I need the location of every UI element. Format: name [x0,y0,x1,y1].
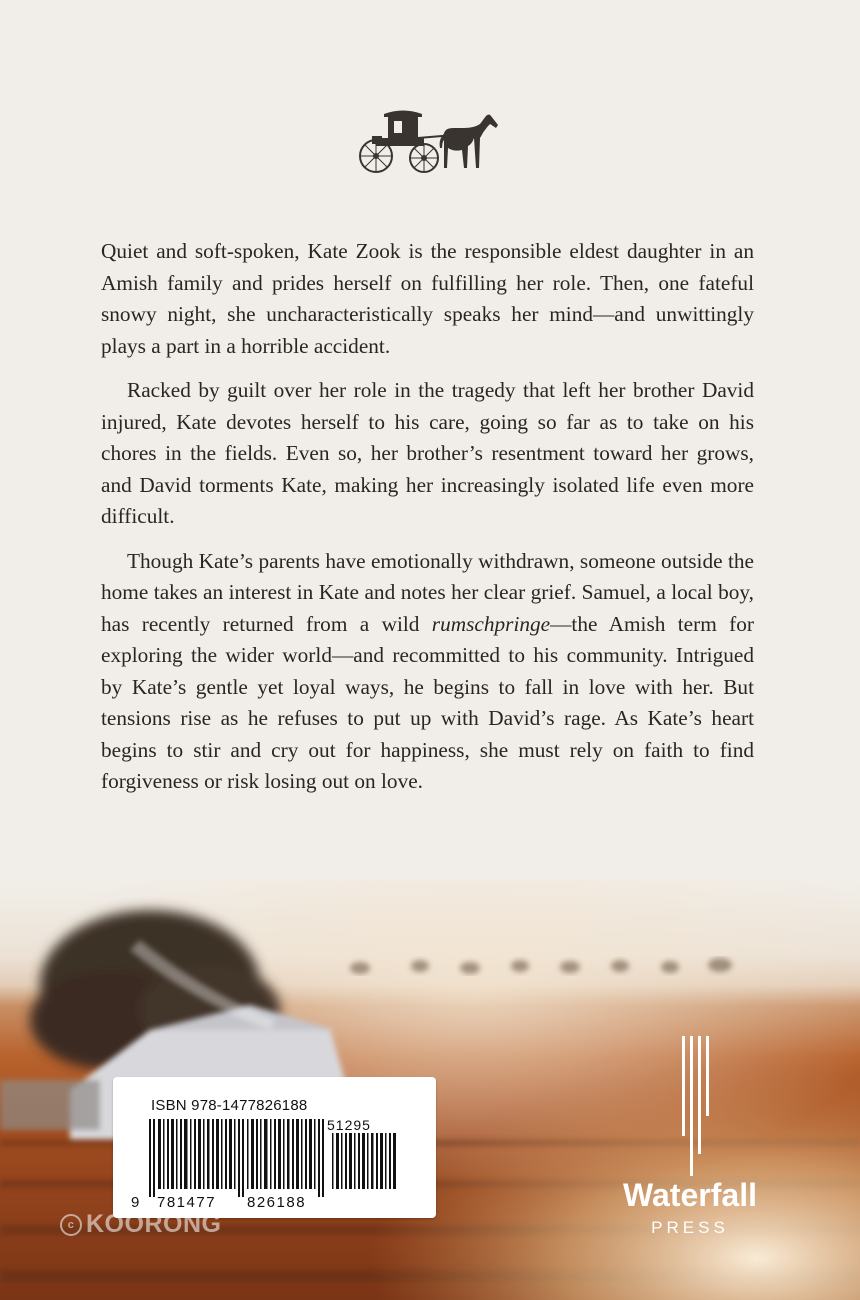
isbn-label: ISBN 978-1477826188 [151,1097,308,1114]
blurb-paragraph-3 [101,546,754,798]
barcode-bars [149,1119,399,1199]
watermark [60,1210,221,1239]
horse-and-buggy-icon [358,108,504,178]
waterfall-icon [682,1036,712,1176]
blurb-paragraph-3-start: Though Kate’s parents have emotionally withdrawn, someone outside the home takes an interest in Kate and notes her clear grief. Samuel, a local boy, has recently returned from a wild [101,548,754,636]
blurb-paragraph-3-end: —the Amish term for exploring the wider world—and recommitted to his community. Intrigued by Kate’s gentle yet loyal ways, he begins to fall in love with her. But tensions rise as he refuses to put up with David’s rage. As Kate’s heart begins to stir and cry out for happiness, she must rely on faith to find forgiveness or risk losing out on love. [101,611,754,793]
price-code: 51295 [327,1117,371,1133]
barcode-digits-left: 781477 [157,1194,217,1211]
blurb-italic-term: rumschpringe [431,611,551,636]
publisher-subname: PRESS [651,1218,729,1237]
watermark-text: KOORONG [86,1210,222,1238]
barcode-digits-right: 826188 [247,1194,307,1211]
book-blurb [101,236,754,811]
publisher-name: Waterfall [623,1177,757,1213]
copyright-icon: c [60,1214,82,1236]
isbn-barcode [113,1077,436,1218]
blurb-paragraph-2: Racked by guilt over her role in the tragedy that left her brother David injured, Kate devotes herself to his care, going so far as to take on his chores in the fields. Even so, her brother’s resentment toward her grows, and David torments Kate, making her increasingly isolated life even more difficult. [101,378,754,528]
publisher-logo [620,1036,760,1246]
barcode-digit-first: 9 [131,1194,141,1211]
blurb-paragraph-1: Quiet and soft-spoken, Kate Zook is the responsible eldest daughter in an Amish family and prides herself on fulfilling her role. Then, one fateful snowy night, she uncharacteristically speaks her mind—and unwittingly plays a part in a horrible accident. [101,239,754,358]
